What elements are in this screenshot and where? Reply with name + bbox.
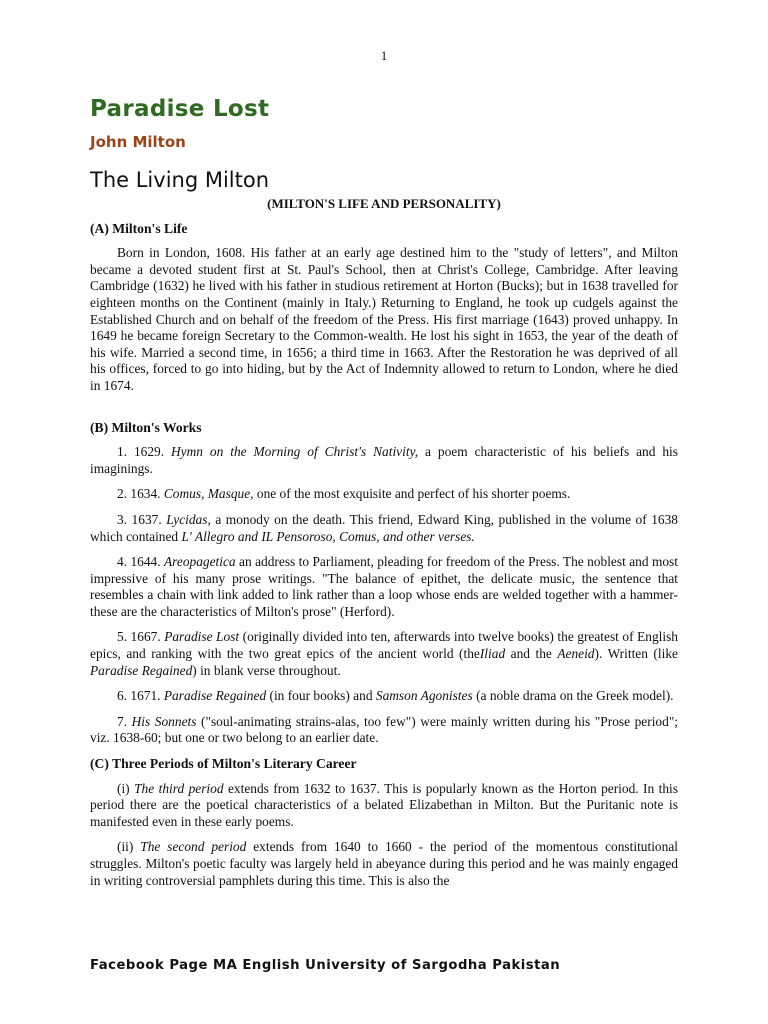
work-2-title: Comus, Masque, bbox=[163, 486, 254, 502]
work-3-desc: a monody on the death. This friend, Edward King, published in the volume of 1638 which contained bbox=[90, 511, 679, 544]
work-5-title: Paradise Lost bbox=[164, 629, 240, 645]
work-5-desc: (originally divided into ten, afterwards into twelve books) the greatest of English epics, and ranking with the two great epics of the ancient world (the bbox=[90, 629, 678, 662]
author-name: John Milton bbox=[90, 133, 186, 151]
work-5-date: 5. 1667. bbox=[117, 629, 165, 645]
work-6-title: Paradise Regained bbox=[163, 688, 267, 704]
work-5-iliad: Iliad bbox=[479, 646, 506, 662]
works-section bbox=[90, 420, 678, 748]
work-item-3 bbox=[90, 512, 678, 545]
chapter-subtitle: The Living Milton bbox=[90, 168, 270, 192]
work-7-num: 7. bbox=[117, 713, 132, 729]
work-2-desc: one of the most exquisite and perfect of his shorter poems. bbox=[253, 486, 571, 502]
period-2-desc: extends from 1640 to 1660 - the period of the momentous constitutional struggles. Milton's poetic faculty was largely held in abeyance during this period and he was mainly engaged in writing controversial pamphlets during this time. This is also the bbox=[90, 839, 678, 888]
work-5-written: ). Written (like bbox=[594, 646, 678, 662]
page-number: 1 bbox=[380, 48, 388, 63]
work-1-title: Hymn on the Morning of Christ's Nativity, bbox=[171, 444, 419, 460]
section-heading-life: (A) Milton's Life bbox=[90, 220, 188, 236]
work-item-5 bbox=[90, 629, 678, 679]
book-title: Paradise Lost bbox=[90, 96, 270, 122]
work-2-date: 2. 1634. bbox=[117, 486, 164, 502]
work-6-end: (a noble drama on the Greek model). bbox=[472, 688, 674, 704]
work-3-volume-title: L' Allegro and IL Pensoroso, Comus, and other verses. bbox=[181, 528, 475, 544]
work-1-desc: a poem characteristic of his beliefs and his imaginings. bbox=[90, 444, 678, 476]
work-6-samson: Samson Agonistes bbox=[375, 688, 473, 704]
footer-text: Facebook Page MA English University of Sargodha Pakistan bbox=[90, 958, 561, 973]
period-1-num: (i) bbox=[117, 780, 135, 796]
work-6-desc: (in four books) and bbox=[266, 688, 376, 704]
work-5-aeneid: Aeneid bbox=[557, 646, 595, 662]
period-item-2 bbox=[90, 839, 678, 889]
work-4-date: 4. 1644. bbox=[117, 554, 164, 570]
work-item-4 bbox=[90, 554, 678, 620]
work-5-regained: Paradise Regained bbox=[90, 662, 193, 678]
period-2-title: The second period bbox=[140, 839, 247, 855]
period-2-num: (ii) bbox=[117, 839, 141, 855]
work-item-1 bbox=[90, 444, 678, 477]
work-item-2 bbox=[90, 486, 678, 503]
period-item-1 bbox=[90, 781, 678, 831]
work-7-title: His Sonnets bbox=[131, 713, 197, 729]
work-6-date: 6. 1671. bbox=[117, 688, 164, 704]
work-7-desc: ("soul-animating strains-alas, too few") were mainly written during his "Prose period"; viz. 1638-60; but one or two belong to an earlier date. bbox=[90, 713, 679, 746]
period-1-title: The third period bbox=[134, 780, 224, 796]
centered-heading: (MILTON'S LIFE AND PERSONALITY) bbox=[267, 196, 501, 211]
document-body bbox=[90, 196, 678, 898]
work-5-and: and the bbox=[505, 646, 558, 662]
section-heading-works: (B) Milton's Works bbox=[90, 419, 202, 435]
work-3-title: Lycidas, bbox=[166, 511, 211, 527]
spacer bbox=[90, 404, 678, 420]
section-heading-periods: (C) Three Periods of Milton's Literary Career bbox=[90, 756, 357, 772]
work-4-desc: an address to Parliament, pleading for freedom of the Press. The noblest and most impressive of his many prose writings. "The balance of epithet, the delicate music, the sentence that resembles a chain with link added to link rather than a loop whose ends are welded together with a hammer- these are the characteristics of Milton's prose" (Herford). bbox=[90, 554, 678, 619]
life-paragraph: Born in London, 1608. His father at an early age destined him to the "study of letters", and Milton became a devoted student first at St. Paul's School, then at Christ's College, Cambridge. After leaving Cambridge (1632) he lived with his father in studious retirement at Horton (Bucks); but in 1638 travelled for eighteen months on the Continent (mainly in Italy.) Returning to England, he took up cudgels against the Established Church and on behalf of the freedom of the Press. His first marriage (1643) proved unhappy. In 1649 he became foreign Secretary to the Common-wealth. He lost his sight in 1653, the year of the death of his wife. Married a second time, in 1656; a third time in 1663. After the Restoration he was deprived of all his offices, forced to go into hiding, but by the Act of Indemnity allowed to return to London, where he died in 1674. bbox=[90, 245, 678, 393]
work-4-title: Areopagetica bbox=[163, 554, 236, 570]
work-item-7 bbox=[90, 714, 678, 747]
work-5-end: ) in blank verse throughout. bbox=[192, 662, 341, 678]
work-item-6 bbox=[90, 688, 678, 705]
period-1-desc: extends from 1632 to 1637. This is popularly known as the Horton period. In this period there are the poetical characteristics of a belated Elizabethan in Milton. But the Puritanic note is manifested even in these early poems. bbox=[90, 780, 678, 829]
work-1-date: 1. 1629. bbox=[117, 444, 172, 460]
work-3-date: 3. 1637. bbox=[117, 511, 167, 527]
